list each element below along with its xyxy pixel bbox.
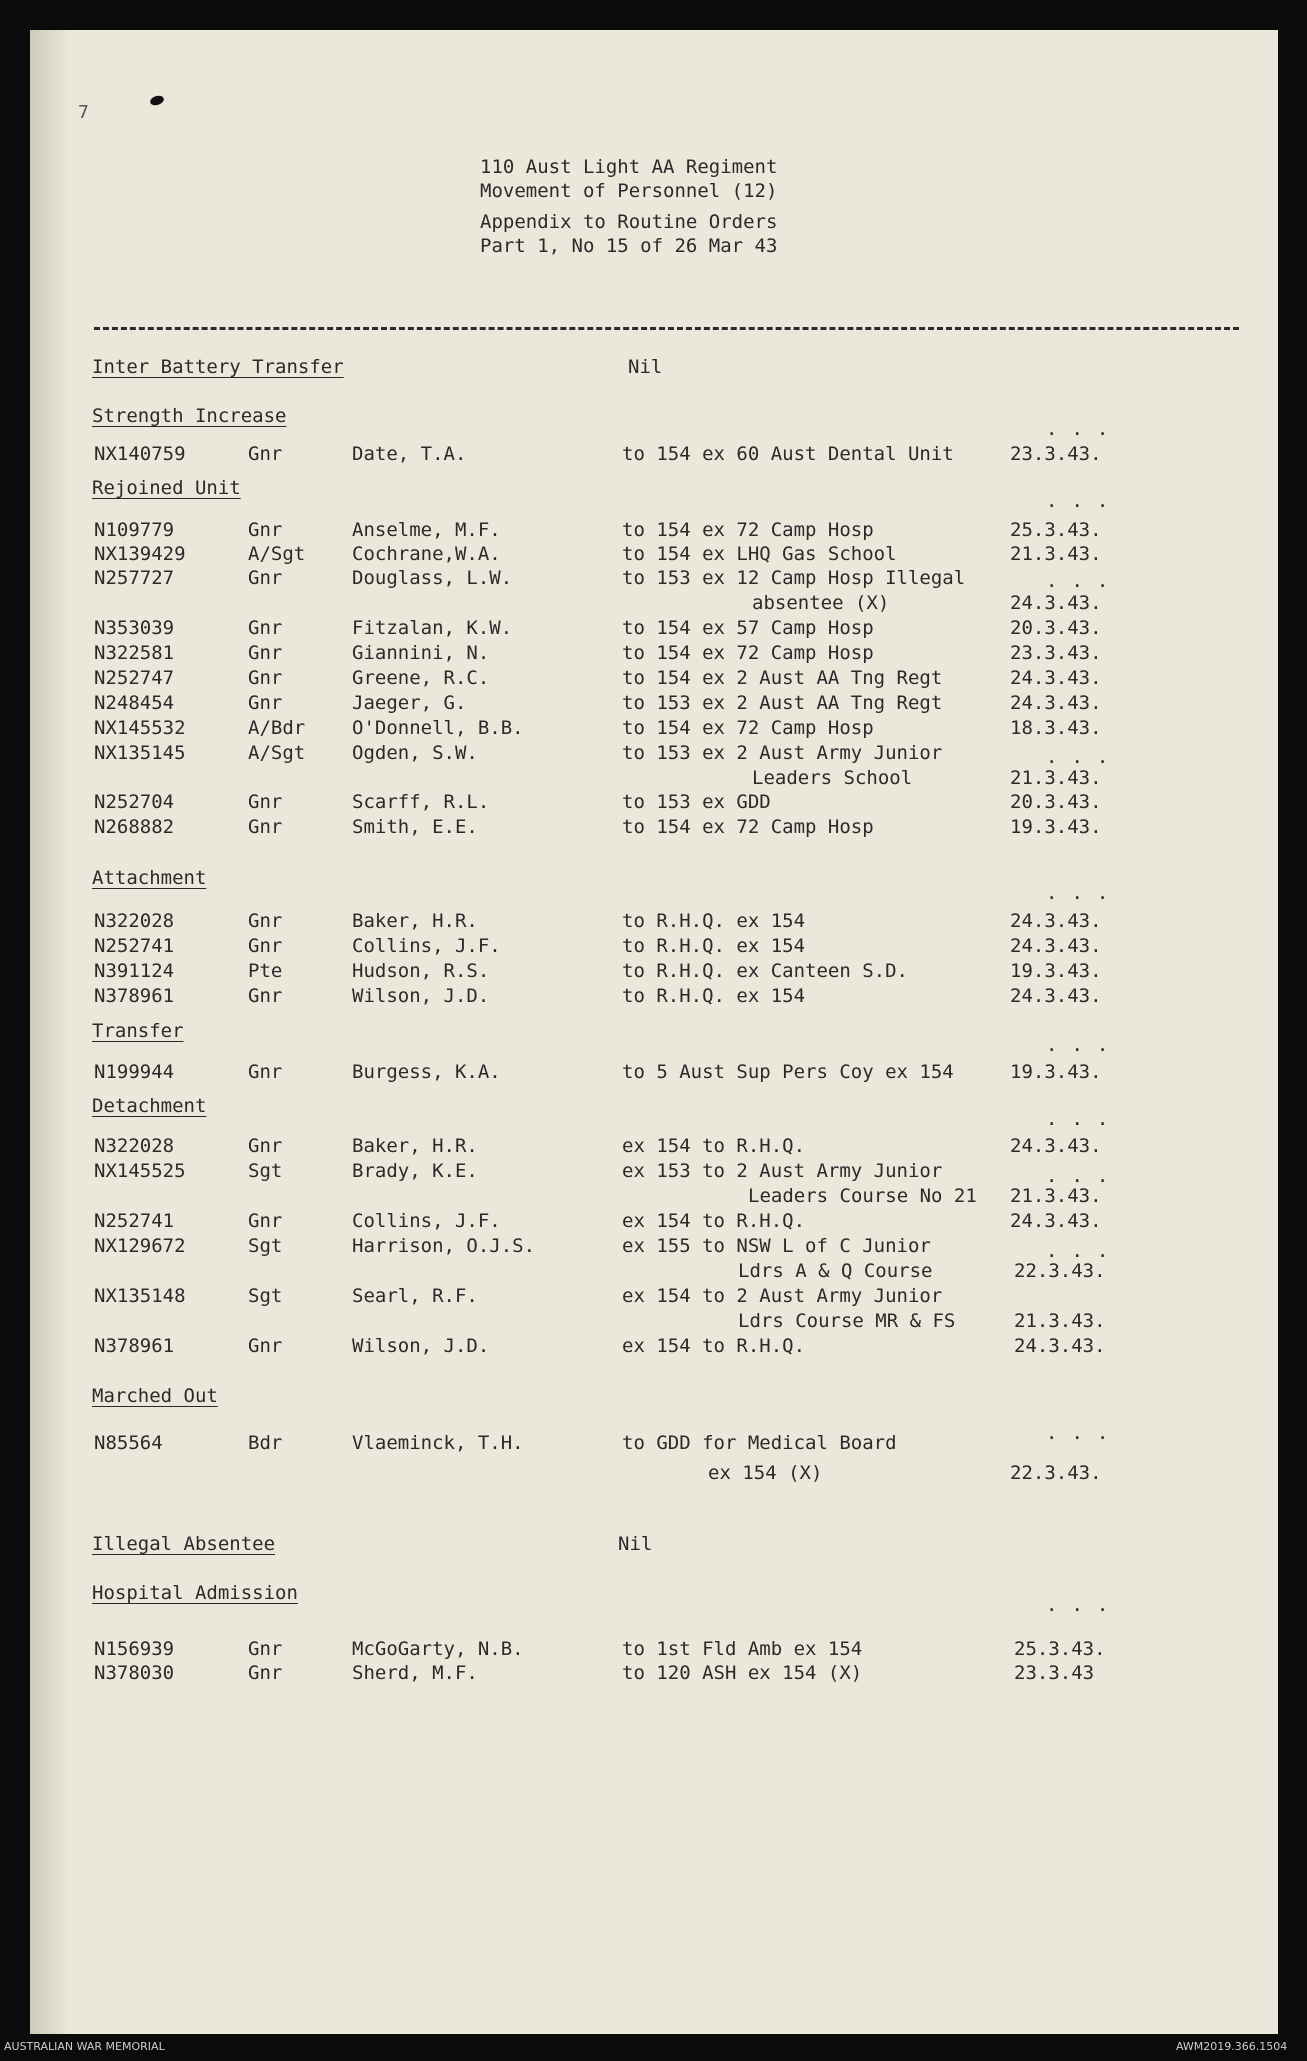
movement: to 153 ex 2 Aust Army Junior	[622, 742, 943, 764]
member-name: O'Donnell, B.B.	[352, 717, 524, 739]
appendix-line: Appendix to Routine Orders	[480, 211, 778, 233]
movement: to 154 ex 2 Aust AA Tng Regt	[622, 667, 943, 689]
table-row	[30, 791, 1278, 817]
movement: ex 155 to NSW L of C Junior	[622, 1235, 931, 1257]
rank: Gnr	[248, 617, 283, 639]
unit-title: 110 Aust Light AA Regiment	[480, 156, 778, 178]
member-name: Douglass, L.W.	[352, 567, 513, 589]
movement: to R.H.Q. ex 154	[622, 985, 806, 1007]
service-number: N199944	[94, 1061, 175, 1083]
service-number: N322028	[94, 910, 175, 932]
service-number: N391124	[94, 960, 175, 982]
dots-mark: ...	[1046, 490, 1123, 512]
inter-battery-value: Nil	[628, 356, 663, 378]
effective-date: 23.3.43.	[1010, 443, 1102, 465]
movement-continued: Leaders School	[752, 767, 913, 789]
movement-continued: Ldrs A & Q Course	[738, 1260, 933, 1282]
rank: Gnr	[248, 1662, 283, 1684]
member-name: Hudson, R.S.	[352, 960, 490, 982]
member-name: Jaeger, G.	[352, 692, 467, 714]
section-marched-out: Marched Out	[92, 1385, 218, 1407]
rank: Sgt	[248, 1160, 283, 1182]
dots-mark: ...	[1046, 570, 1123, 592]
section-rejoined-unit: Rejoined Unit	[92, 477, 241, 499]
movement: ex 154 to R.H.Q.	[622, 1210, 806, 1232]
movement: to 154 ex 72 Camp Hosp	[622, 519, 874, 541]
orders-reference: Part 1, No 15 of 26 Mar 43	[480, 235, 778, 257]
movement: to 154 ex 57 Camp Hosp	[622, 617, 874, 639]
movement: to 153 ex GDD	[622, 791, 771, 813]
movement: to 153 ex 2 Aust AA Tng Regt	[622, 692, 943, 714]
member-name: Greene, R.C.	[352, 667, 490, 689]
rank: Gnr	[248, 443, 283, 465]
service-number: N378961	[94, 985, 175, 1007]
service-number: N248454	[94, 692, 175, 714]
effective-date: 21.3.43.	[1014, 1310, 1106, 1332]
service-number: N252741	[94, 935, 175, 957]
table-row	[30, 692, 1278, 718]
section-strength-increase: Strength Increase	[92, 405, 287, 427]
member-name: Sherd, M.F.	[352, 1662, 478, 1684]
service-number: N378961	[94, 1335, 175, 1357]
table-row	[30, 910, 1278, 936]
rank: Gnr	[248, 692, 283, 714]
table-row	[30, 935, 1278, 961]
member-name: Anselme, M.F.	[352, 519, 501, 541]
member-name: Wilson, J.D.	[352, 1335, 490, 1357]
rank: Gnr	[248, 985, 283, 1007]
service-number: N109779	[94, 519, 175, 541]
effective-date: 19.3.43.	[1010, 960, 1102, 982]
rank: A/Sgt	[248, 742, 306, 764]
dots-mark: ...	[1046, 1240, 1123, 1262]
rank: Gnr	[248, 567, 283, 589]
movement: ex 154 to R.H.Q.	[622, 1335, 806, 1357]
effective-date: 24.3.43.	[1014, 1335, 1106, 1357]
movement: to 120 ASH ex 154 (X)	[622, 1662, 863, 1684]
rank: Sgt	[248, 1235, 283, 1257]
illegal-absentee-value: Nil	[618, 1533, 653, 1555]
movement: to R.H.Q. ex 154	[622, 910, 806, 932]
rank: Sgt	[248, 1285, 283, 1307]
member-name: Giannini, N.	[352, 642, 490, 664]
member-name: Harrison, O.J.S.	[352, 1235, 536, 1257]
dots-mark: ...	[1046, 1594, 1123, 1616]
rank: Gnr	[248, 910, 283, 932]
movement: to 154 ex LHQ Gas School	[622, 543, 897, 565]
table-row	[30, 1638, 1278, 1664]
table-row	[30, 1285, 1278, 1311]
effective-date: 24.3.43.	[1010, 910, 1102, 932]
rank: Gnr	[248, 935, 283, 957]
table-row	[30, 1662, 1278, 1688]
effective-date: 25.3.43.	[1014, 1638, 1106, 1660]
rank: Gnr	[248, 667, 283, 689]
movement: to 1st Fld Amb ex 154	[622, 1638, 863, 1660]
table-row	[30, 667, 1278, 693]
service-number: NX145525	[94, 1160, 186, 1182]
member-name: Scarff, R.L.	[352, 791, 490, 813]
member-name: Smith, E.E.	[352, 816, 478, 838]
service-number: N322581	[94, 642, 175, 664]
service-number: N85564	[94, 1432, 163, 1454]
table-row-continuation	[30, 1310, 1278, 1336]
member-name: Cochrane,W.A.	[352, 543, 501, 565]
member-name: Baker, H.R.	[352, 910, 478, 932]
effective-date: 22.3.43.	[1010, 1462, 1102, 1484]
service-number: NX135145	[94, 742, 186, 764]
movement: ex 154 to 2 Aust Army Junior	[622, 1285, 943, 1307]
effective-date: 19.3.43.	[1010, 816, 1102, 838]
table-row	[30, 960, 1278, 986]
member-name: Ogden, S.W.	[352, 742, 478, 764]
movement: to 154 ex 72 Camp Hosp	[622, 717, 874, 739]
effective-date: 21.3.43.	[1010, 1185, 1102, 1207]
service-number: NX139429	[94, 543, 186, 565]
member-name: Baker, H.R.	[352, 1135, 478, 1157]
table-row-continuation	[30, 1185, 1278, 1211]
movement: ex 154 to R.H.Q.	[622, 1135, 806, 1157]
rank: A/Sgt	[248, 543, 306, 565]
service-number: N156939	[94, 1638, 175, 1660]
effective-date: 24.3.43.	[1010, 1210, 1102, 1232]
dots-mark: ...	[1046, 1165, 1123, 1187]
rank: Gnr	[248, 642, 283, 664]
member-name: Wilson, J.D.	[352, 985, 490, 1007]
section-illegal-absentee: Illegal Absentee	[92, 1533, 276, 1555]
service-number: N268882	[94, 816, 175, 838]
service-number: NX129672	[94, 1235, 186, 1257]
service-number: NX145532	[94, 717, 186, 739]
table-row	[30, 519, 1278, 545]
effective-date: 20.3.43.	[1010, 617, 1102, 639]
rank: Gnr	[248, 1335, 283, 1357]
service-number: N252747	[94, 667, 175, 689]
member-name: McGoGarty, N.B.	[352, 1638, 524, 1660]
effective-date: 25.3.43.	[1010, 519, 1102, 541]
rank: Gnr	[248, 1061, 283, 1083]
rank: Pte	[248, 960, 283, 982]
table-row	[30, 985, 1278, 1011]
service-number: N353039	[94, 617, 175, 639]
rank: Gnr	[248, 1638, 283, 1660]
archive-reference: AWM2019.366.1504	[1176, 2040, 1288, 2053]
effective-date: 24.3.43.	[1010, 935, 1102, 957]
member-name: Date, T.A.	[352, 443, 467, 465]
ink-blot	[149, 94, 165, 107]
table-row	[30, 617, 1278, 643]
document-title: Movement of Personnel (12)	[480, 180, 778, 202]
table-row-continuation	[30, 592, 1278, 618]
table-row	[30, 1210, 1278, 1236]
table-row	[30, 443, 1278, 469]
effective-date: 24.3.43.	[1010, 592, 1102, 614]
dots-mark: ...	[1046, 1108, 1123, 1130]
section-detachment: Detachment	[92, 1095, 207, 1117]
member-name: Vlaeminck, T.H.	[352, 1432, 524, 1454]
rank: Gnr	[248, 1210, 283, 1232]
movement: to 153 ex 12 Camp Hosp Illegal	[622, 567, 966, 589]
member-name: Burgess, K.A.	[352, 1061, 501, 1083]
effective-date: 24.3.43.	[1010, 692, 1102, 714]
movement: to 154 ex 72 Camp Hosp	[622, 816, 874, 838]
member-name: Fitzalan, K.W.	[352, 617, 513, 639]
movement: to R.H.Q. ex 154	[622, 935, 806, 957]
rank: A/Bdr	[248, 717, 306, 739]
effective-date: 20.3.43.	[1010, 791, 1102, 813]
effective-date: 19.3.43.	[1010, 1061, 1102, 1083]
movement-continued: Leaders Course No 21	[748, 1185, 977, 1207]
section-inter-battery-transfer: Inter Battery Transfer	[92, 356, 344, 378]
member-name: Searl, R.F.	[352, 1285, 478, 1307]
section-hospital-admission: Hospital Admission	[92, 1582, 298, 1604]
table-row	[30, 1061, 1278, 1087]
effective-date: 22.3.43.	[1014, 1260, 1106, 1282]
effective-date: 23.3.43	[1014, 1662, 1095, 1684]
member-name: Collins, J.F.	[352, 935, 501, 957]
section-transfer: Transfer	[92, 1020, 184, 1042]
dots-mark: ...	[1046, 882, 1123, 904]
page-number-mark: 7	[78, 102, 89, 123]
table-row	[30, 642, 1278, 668]
table-row-continuation	[30, 767, 1278, 793]
movement: ex 153 to 2 Aust Army Junior	[622, 1160, 943, 1182]
rank: Gnr	[248, 791, 283, 813]
service-number: N322028	[94, 1135, 175, 1157]
table-row	[30, 1135, 1278, 1161]
section-attachment: Attachment	[92, 867, 207, 889]
table-row-continuation	[30, 1462, 1278, 1488]
rank: Gnr	[248, 1135, 283, 1157]
effective-date: 24.3.43.	[1010, 667, 1102, 689]
service-number: NX140759	[94, 443, 186, 465]
table-row	[30, 1335, 1278, 1361]
movement: to R.H.Q. ex Canteen S.D.	[622, 960, 908, 982]
member-name: Brady, K.E.	[352, 1160, 478, 1182]
dots-mark: ...	[1046, 1034, 1123, 1056]
table-row	[30, 1432, 1278, 1458]
rank: Gnr	[248, 816, 283, 838]
member-name: Collins, J.F.	[352, 1210, 501, 1232]
movement-continued: ex 154 (X)	[708, 1462, 823, 1484]
table-row	[30, 717, 1278, 743]
movement: to 154 ex 60 Aust Dental Unit	[622, 443, 954, 465]
service-number: N257727	[94, 567, 175, 589]
movement: to GDD for Medical Board	[622, 1432, 897, 1454]
table-row-continuation	[30, 1260, 1278, 1286]
movement-continued: absentee (X)	[752, 592, 890, 614]
effective-date: 18.3.43.	[1010, 717, 1102, 739]
service-number: N252704	[94, 791, 175, 813]
effective-date: 24.3.43.	[1010, 1135, 1102, 1157]
effective-date: 24.3.43.	[1010, 985, 1102, 1007]
archive-credit: AUSTRALIAN WAR MEMORIAL	[4, 2040, 165, 2053]
dots-mark: ...	[1046, 418, 1123, 440]
dots-mark: ...	[1046, 1422, 1123, 1444]
effective-date: 21.3.43.	[1010, 767, 1102, 789]
header-rule	[94, 327, 1239, 330]
service-number: N378030	[94, 1662, 175, 1684]
movement-continued: Ldrs Course MR & FS	[738, 1310, 956, 1332]
document-page	[30, 30, 1278, 2034]
table-row	[30, 816, 1278, 842]
table-row	[30, 543, 1278, 569]
service-number: N252741	[94, 1210, 175, 1232]
movement: to 5 Aust Sup Pers Coy ex 154	[622, 1061, 954, 1083]
movement: to 154 ex 72 Camp Hosp	[622, 642, 874, 664]
effective-date: 21.3.43.	[1010, 543, 1102, 565]
service-number: NX135148	[94, 1285, 186, 1307]
rank: Gnr	[248, 519, 283, 541]
rank: Bdr	[248, 1432, 283, 1454]
effective-date: 23.3.43.	[1010, 642, 1102, 664]
dots-mark: ...	[1046, 746, 1123, 768]
